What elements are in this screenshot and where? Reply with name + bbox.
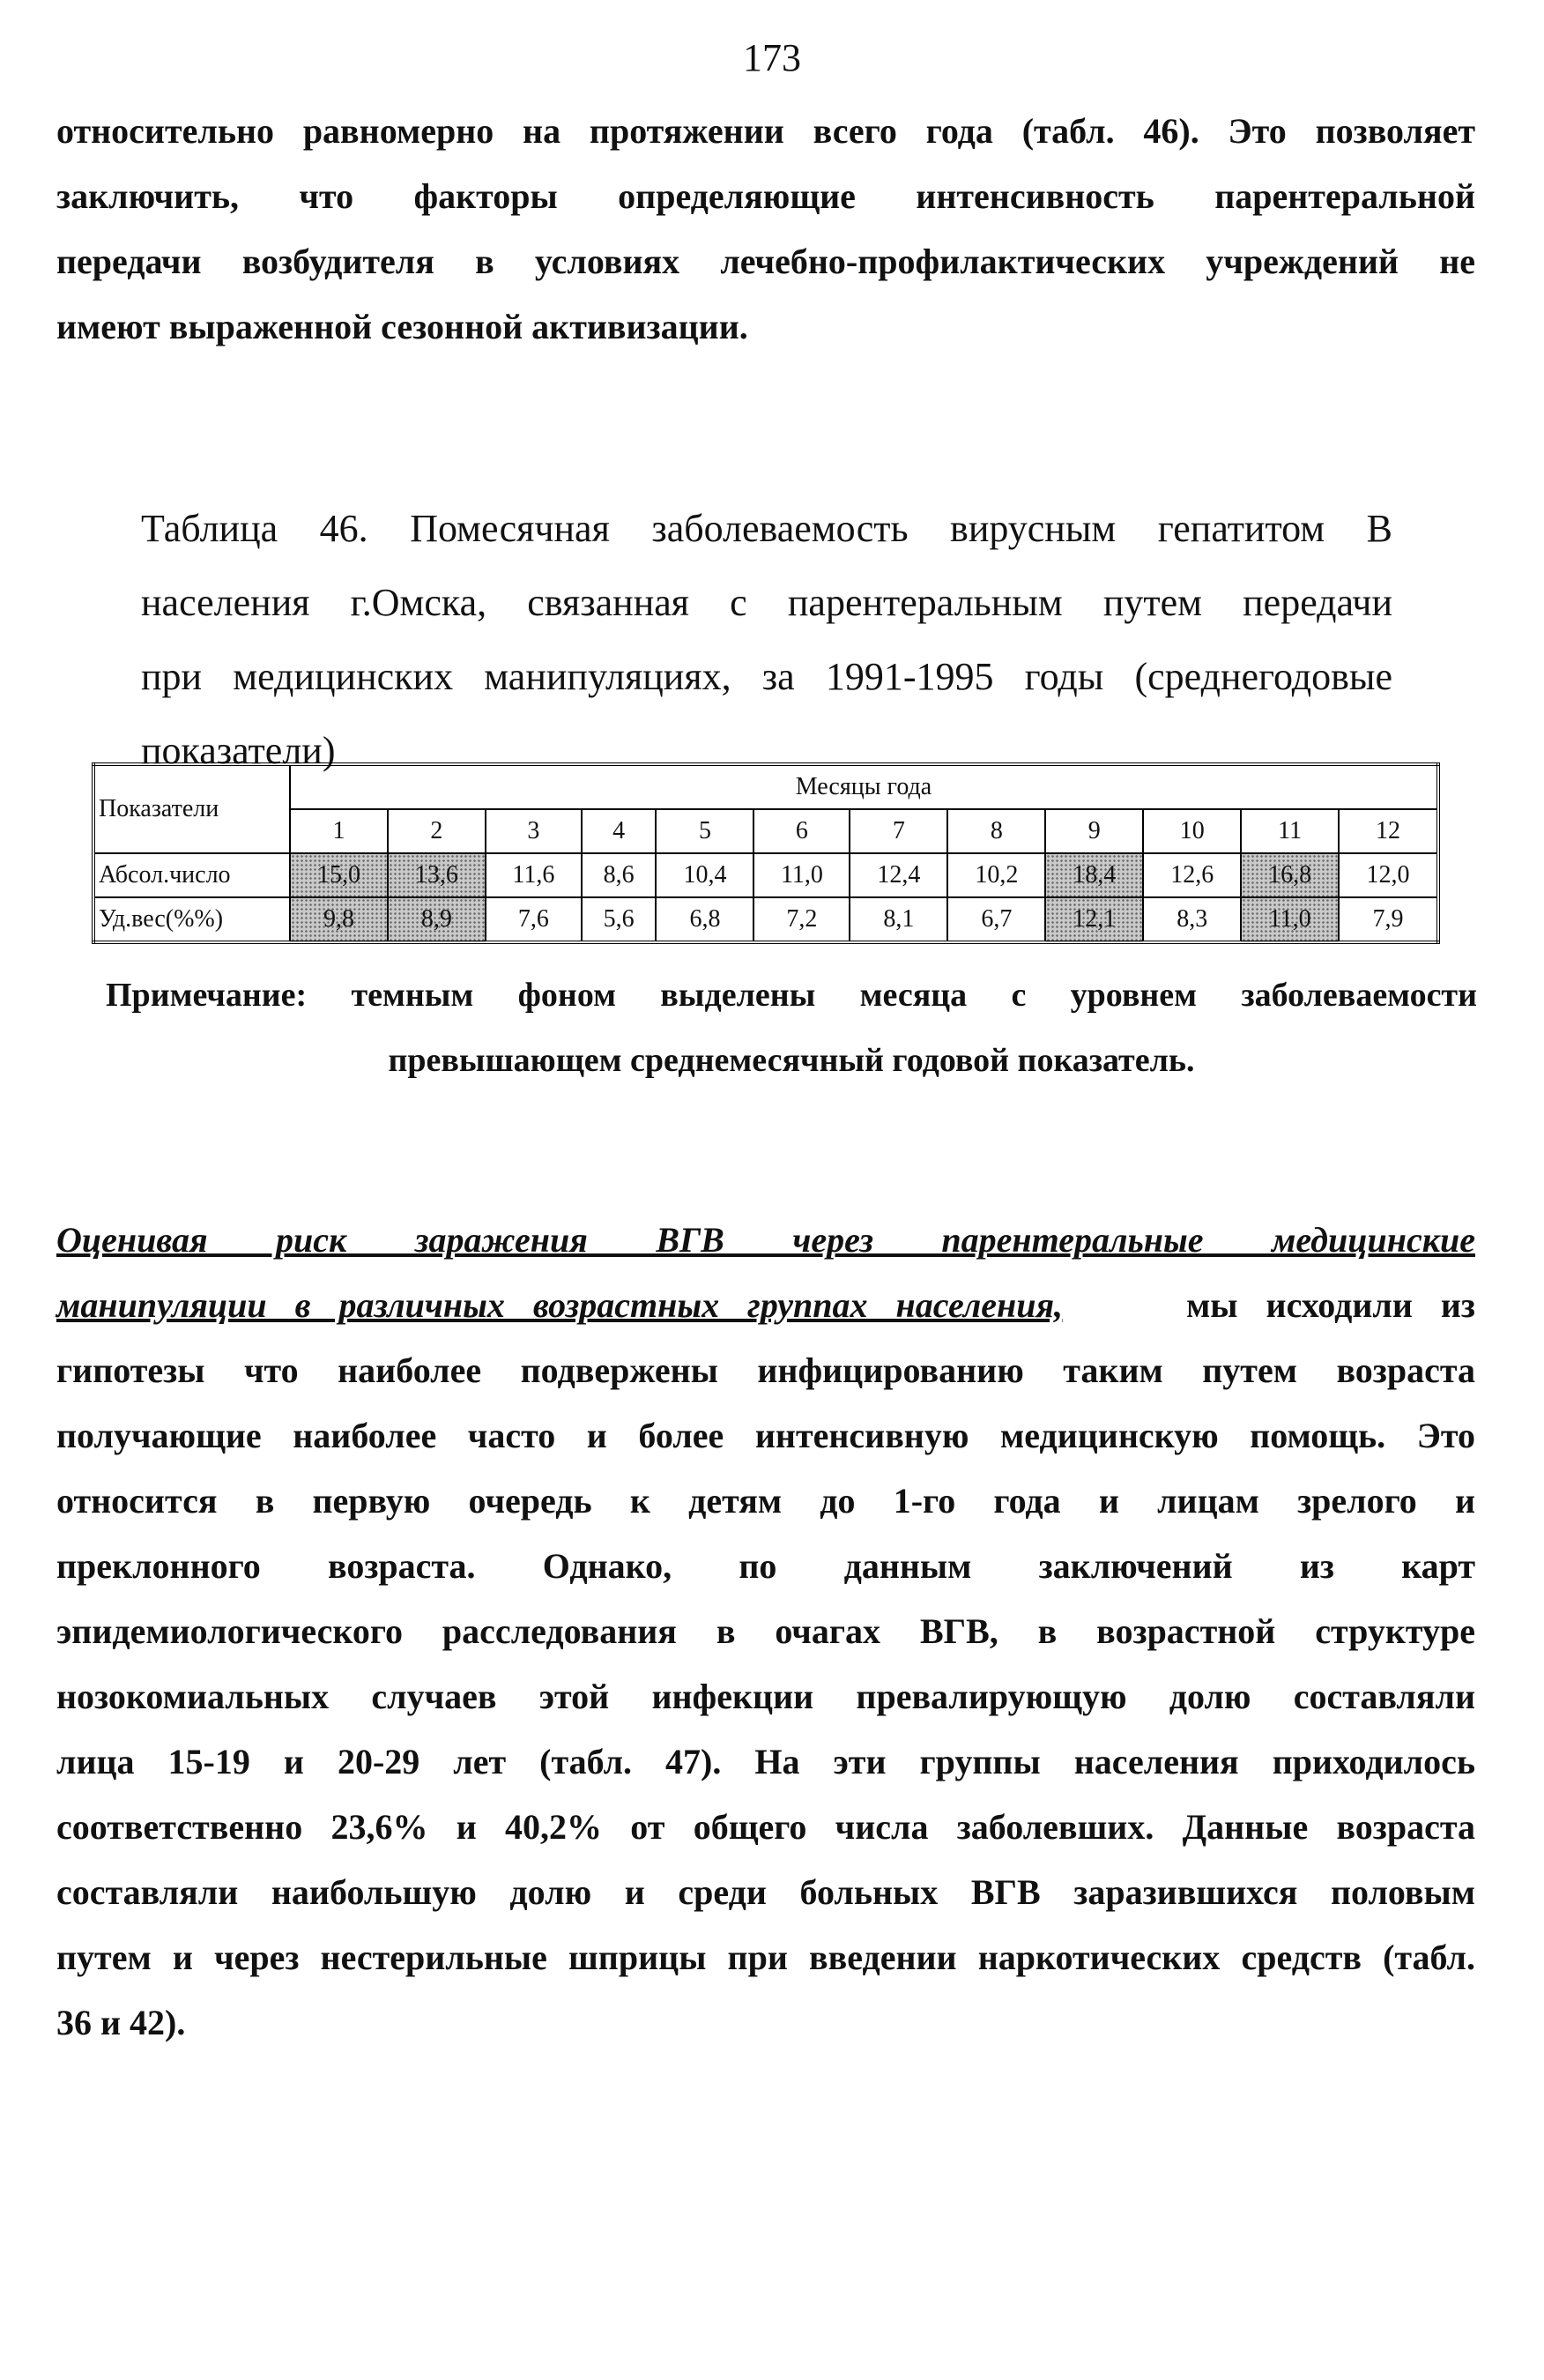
table-note bbox=[106, 963, 1477, 1093]
table-cell: 6,7 bbox=[947, 897, 1045, 942]
table-row bbox=[93, 897, 1438, 942]
table-cell: 8,6 bbox=[582, 853, 657, 897]
month-header: 4 bbox=[582, 809, 657, 853]
table-cell: 12,4 bbox=[850, 853, 947, 897]
month-header: 7 bbox=[850, 809, 947, 853]
table-cell: 11,0 bbox=[753, 853, 850, 897]
table-cell: 7,6 bbox=[486, 897, 582, 942]
row-label: Абсол.число bbox=[93, 853, 290, 897]
table-cell: 12,6 bbox=[1143, 853, 1241, 897]
month-header: 9 bbox=[1045, 809, 1143, 853]
caption-line: показатели) bbox=[141, 729, 336, 772]
text-line: относится в первую очередь к детям до 1-го года и лицам зрелого и bbox=[56, 1481, 1475, 1521]
monthly-incidence-table bbox=[92, 762, 1440, 944]
caption-line: при медицинских манипуляциях, за 1991-1995 годы (среднегодовые bbox=[141, 655, 1392, 698]
text-phrase: мы исходили из bbox=[1186, 1285, 1475, 1325]
note-line: Примечание: темным фоном выделены месяца с уровнем заболеваемости bbox=[106, 977, 1477, 1014]
table-cell: 15,0 bbox=[290, 853, 388, 897]
text-line: имеют выраженной сезонной активизации. bbox=[56, 307, 748, 346]
table-cell: 8,1 bbox=[850, 897, 947, 942]
table-cell: 18,4 bbox=[1045, 853, 1143, 897]
text-line: передачи возбудителя в условиях лечебно-профилактических учреждений не bbox=[56, 242, 1475, 281]
text-line: составляли наибольшую долю и среди больных ВГВ заразившихся половым bbox=[56, 1872, 1475, 1912]
caption-line: Таблица 46. Помесячная заболеваемость вирусным гепатитом В bbox=[141, 507, 1392, 550]
label-header: Показатели bbox=[93, 764, 290, 853]
table-cell: 16,8 bbox=[1241, 853, 1339, 897]
text-line: нозокомиальных случаев этой инфекции превалирующую долю составляли bbox=[56, 1677, 1475, 1716]
table-cell: 5,6 bbox=[582, 897, 657, 942]
table-cell: 10,4 bbox=[656, 853, 753, 897]
month-header: 11 bbox=[1241, 809, 1339, 853]
table-cell: 11,0 bbox=[1241, 897, 1339, 942]
table-cell: 6,8 bbox=[656, 897, 753, 942]
row-label: Уд.вес(%%) bbox=[93, 897, 290, 942]
months-header-row bbox=[93, 809, 1438, 853]
table-cell: 12,0 bbox=[1339, 853, 1438, 897]
text-line: преклонного возраста. Однако, по данным заключений из карт bbox=[56, 1546, 1475, 1586]
main-paragraph bbox=[56, 1208, 1475, 2056]
table-cell: 13,6 bbox=[388, 853, 486, 897]
italic-line: Оценивая риск заражения ВГВ через парентеральные медицинские bbox=[56, 1220, 1475, 1260]
page-number: 173 bbox=[743, 36, 801, 79]
text-line: относительно равномерно на протяжении всего года (табл. 46). Это позволяет bbox=[56, 111, 1475, 151]
table-row bbox=[93, 853, 1438, 897]
month-header: 1 bbox=[290, 809, 388, 853]
intro-paragraph bbox=[56, 99, 1475, 360]
text-line: гипотезы что наиболее подвержены инфицированию таким путем возраста bbox=[56, 1350, 1475, 1390]
table-cell: 10,2 bbox=[947, 853, 1045, 897]
table-header-row bbox=[93, 764, 1438, 809]
month-header: 8 bbox=[947, 809, 1045, 853]
month-header: 2 bbox=[388, 809, 486, 853]
table-caption bbox=[141, 492, 1392, 788]
text-line: путем и через нестерильные шприцы при введении наркотических средств (табл. bbox=[56, 1937, 1475, 1977]
table-cell: 7,2 bbox=[753, 897, 850, 942]
table-cell: 8,9 bbox=[388, 897, 486, 942]
caption-line: населения г.Омска, связанная с парентеральным путем передачи bbox=[141, 581, 1392, 624]
months-group-header: Месяцы года bbox=[290, 764, 1438, 809]
month-header: 6 bbox=[753, 809, 850, 853]
table-cell: 9,8 bbox=[290, 897, 388, 942]
text-line: 36 и 42). bbox=[56, 2003, 186, 2042]
table-cell: 12,1 bbox=[1045, 897, 1143, 942]
table-cell: 11,6 bbox=[486, 853, 582, 897]
month-header: 10 bbox=[1143, 809, 1241, 853]
table-46 bbox=[92, 762, 1440, 944]
table-body bbox=[93, 853, 1438, 942]
month-header: 3 bbox=[486, 809, 582, 853]
month-header: 12 bbox=[1339, 809, 1438, 853]
text-line: соответственно 23,6% и 40,2% от общего числа заболевших. Данные возраста bbox=[56, 1807, 1475, 1847]
table-cell: 8,3 bbox=[1143, 897, 1241, 942]
text-line: получающие наиболее часто и более интенсивную медицинскую помощь. Это bbox=[56, 1416, 1475, 1455]
text-line: лица 15-19 и 20-29 лет (табл. 47). На эти группы населения приходилось bbox=[56, 1742, 1475, 1781]
italic-phrase: манипуляции в различных возрастных группах населения, bbox=[56, 1285, 1064, 1325]
text-line: эпидемиологического расследования в очагах ВГВ, в возрастной структуре bbox=[56, 1611, 1475, 1651]
text-line: заключить, что факторы определяющие интенсивность парентеральной bbox=[56, 176, 1475, 216]
month-header: 5 bbox=[656, 809, 753, 853]
mixed-line bbox=[56, 1273, 1475, 1338]
note-line: превышающем среднемесячный годовой показатель. bbox=[388, 1042, 1195, 1079]
table-cell: 7,9 bbox=[1339, 897, 1438, 942]
